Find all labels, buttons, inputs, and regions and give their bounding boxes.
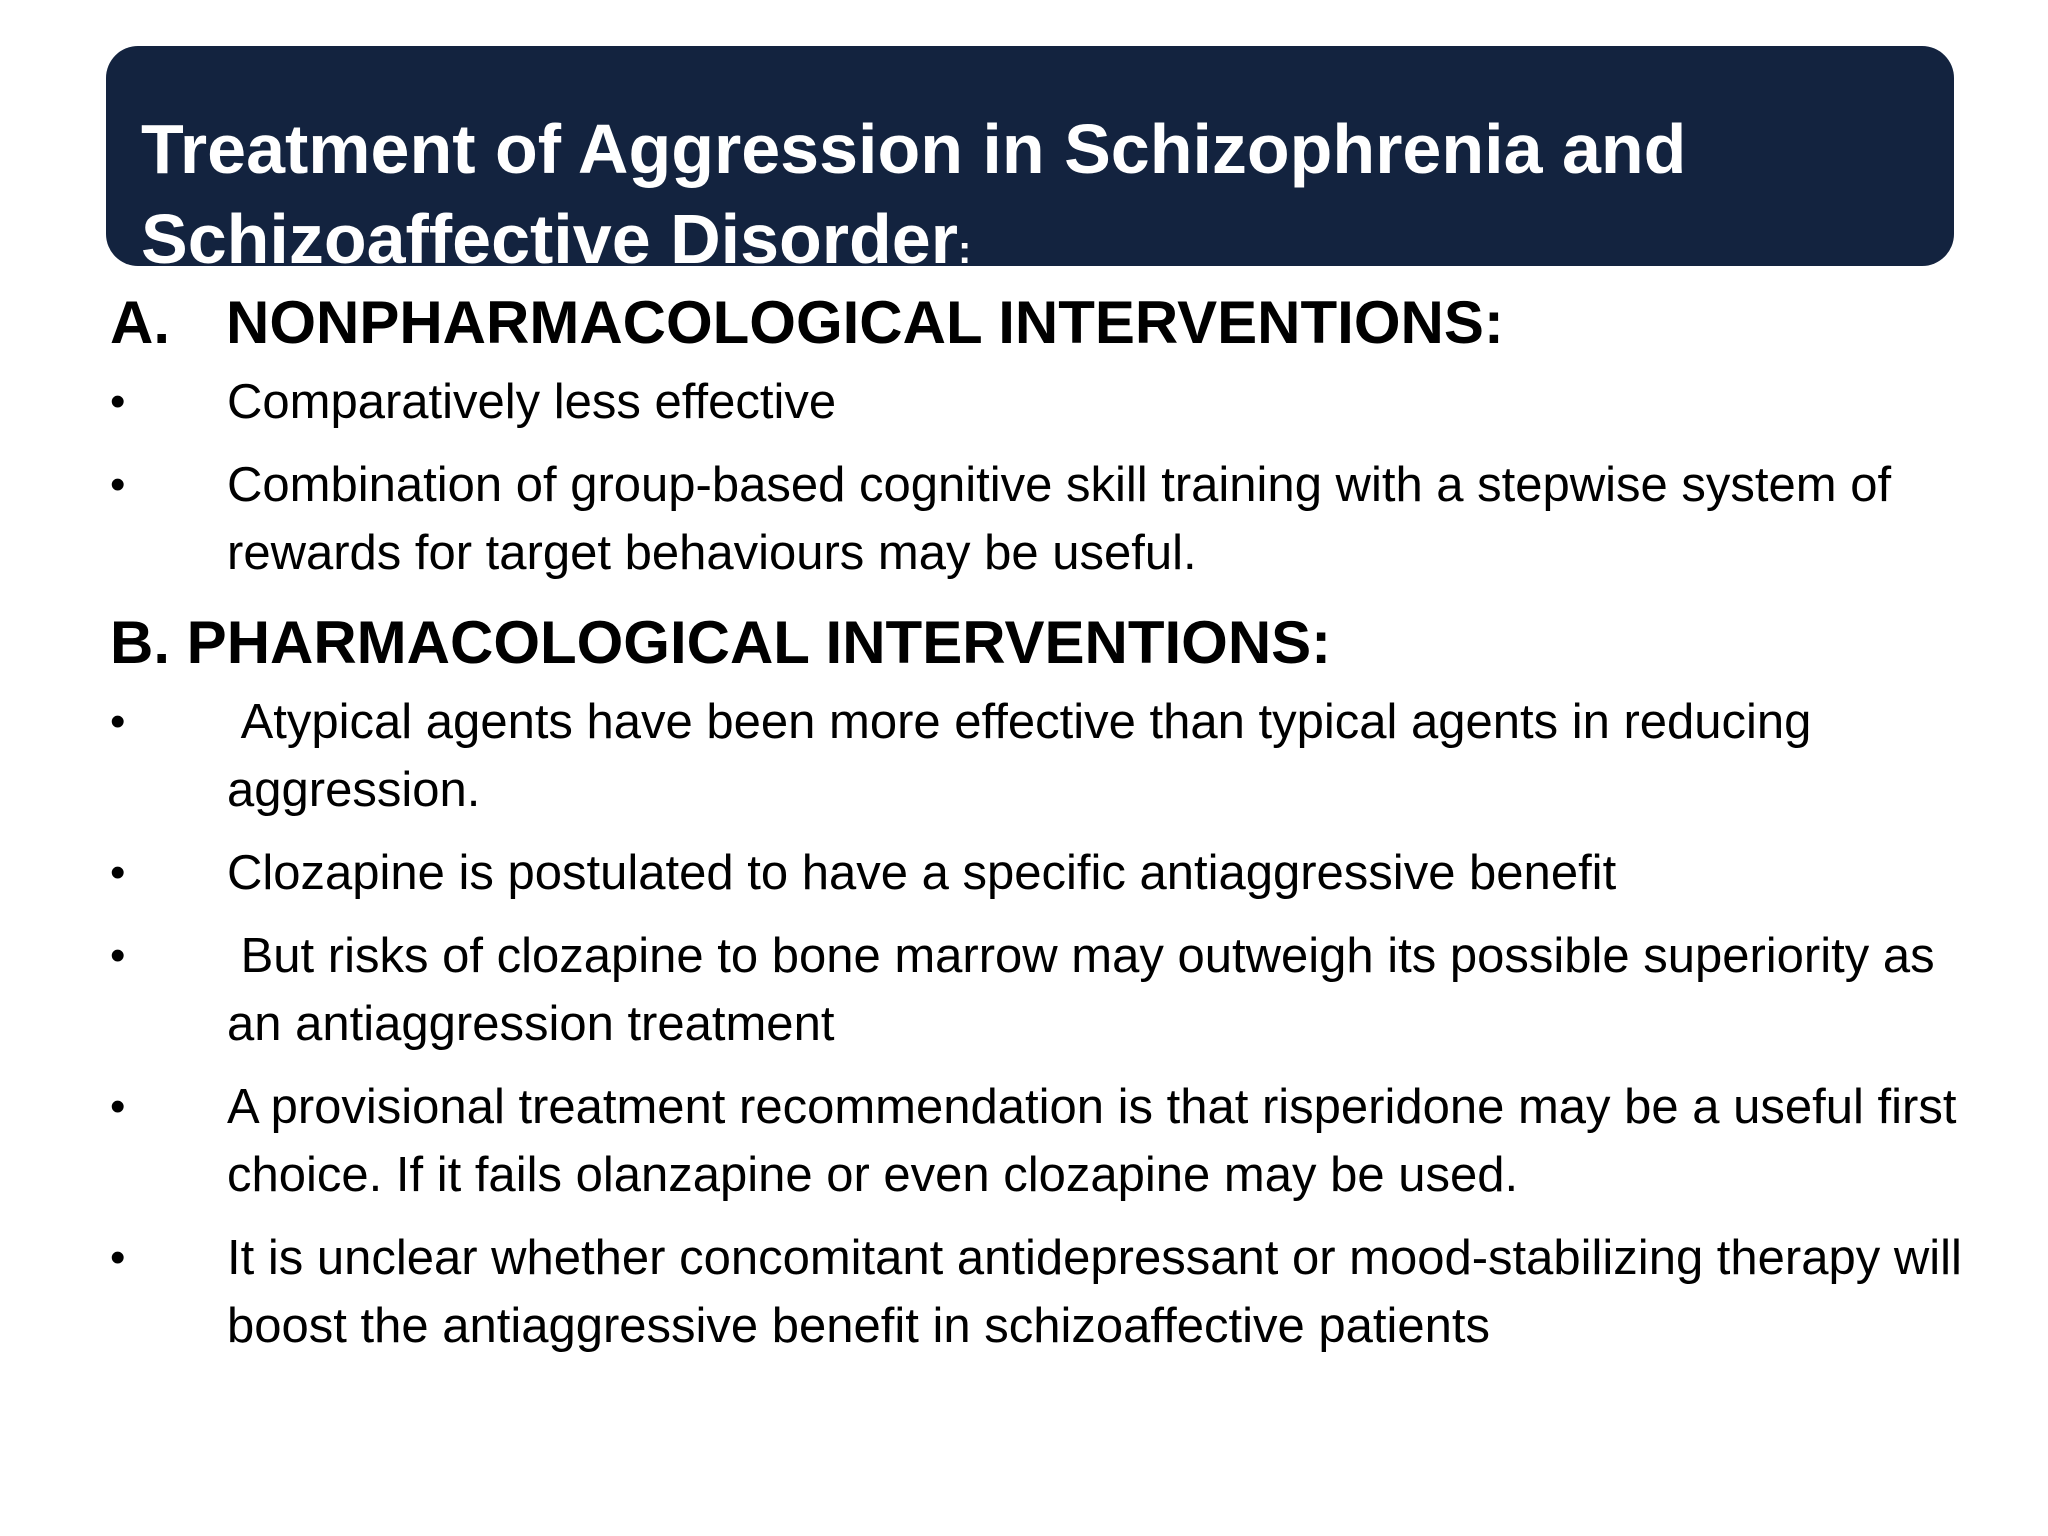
list-item: [110, 451, 1970, 587]
bullet-icon: •: [110, 848, 126, 897]
bullet-icon: •: [110, 931, 126, 980]
bullet-text: A provisional treatment recommendation is that risperidone may be a useful first choice. If it fails olanzapine or even clozapine may be used.: [227, 1080, 1957, 1202]
section-b-bullet-list: [110, 688, 1970, 1360]
list-item: [110, 1073, 1970, 1209]
bullet-icon: •: [110, 377, 126, 426]
list-item: [110, 368, 1970, 436]
section-b-heading: B. PHARMACOLOGICAL INTERVENTIONS:: [110, 609, 1332, 676]
bullet-text: But risks of clozapine to bone marrow may outweigh its possible superiority as an antiaggression treatment: [227, 929, 1949, 1051]
slide-title-line2: Schizoaffective Disorder: [141, 200, 958, 278]
section-a-bullet-list: [110, 368, 1970, 587]
section-a-letter: A.: [110, 289, 170, 356]
bullet-icon: •: [110, 697, 126, 746]
slide-title-colon: :: [957, 228, 972, 272]
slide-title: [141, 104, 1921, 295]
section-a-heading-text: NONPHARMACOLOGICAL INTERVENTIONS:: [226, 289, 1504, 356]
list-item: [110, 1224, 1970, 1360]
bullet-text: Combination of group-based cognitive skill training with a stepwise system of rewards for target behaviours may be useful.: [227, 458, 1892, 580]
bullet-text: Comparatively less effective: [227, 375, 837, 429]
slide-content: [110, 282, 1970, 1375]
bullet-icon: •: [110, 1082, 126, 1131]
bullet-text: Clozapine is postulated to have a specific antiaggressive benefit: [227, 846, 1617, 900]
section-a-heading: [110, 282, 1970, 364]
bullet-text: Atypical agents have been more effective than typical agents in reducing aggression.: [227, 695, 1826, 817]
slide-title-line1: Treatment of Aggression in Schizophrenia and: [141, 110, 1687, 188]
bullet-icon: •: [110, 1233, 126, 1282]
list-item: [110, 922, 1970, 1058]
list-item: [110, 688, 1970, 824]
bullet-text: It is unclear whether concomitant antidepressant or mood-stabilizing therapy will boost the antiaggressive benefit in schizoaffective patients: [227, 1231, 1962, 1353]
list-item: [110, 839, 1970, 907]
bullet-icon: •: [110, 460, 126, 509]
